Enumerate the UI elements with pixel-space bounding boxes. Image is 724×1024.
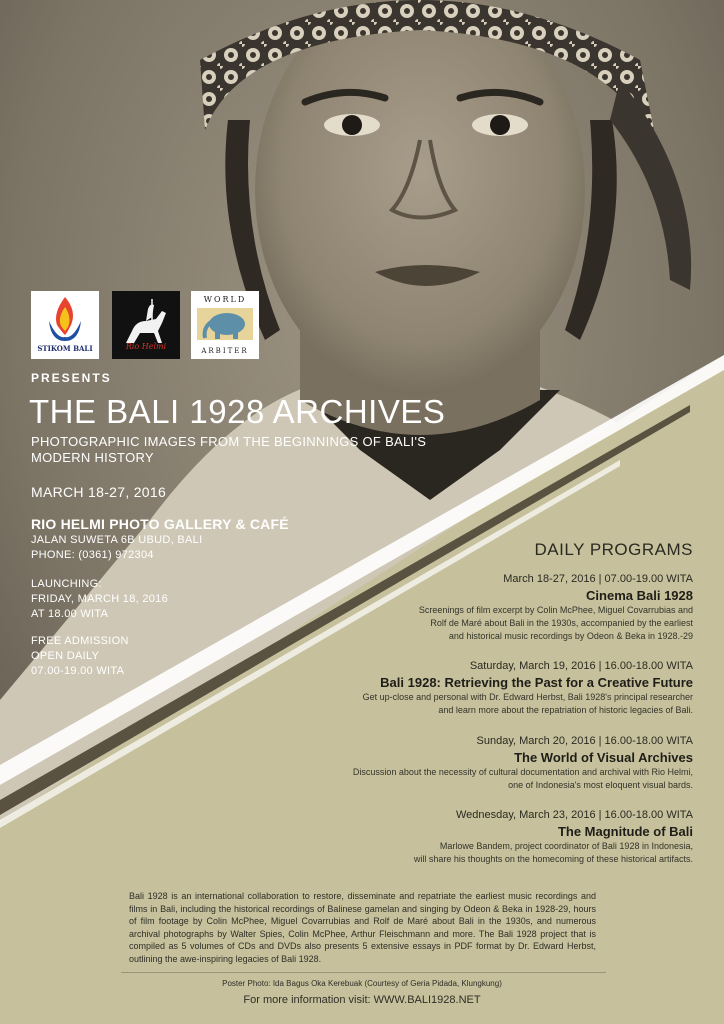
world-arbiter-label-top: WORLD bbox=[203, 295, 247, 304]
program-desc-line: Screenings of film excerpt by Colin McPhee, Miguel Covarrubias and bbox=[418, 605, 693, 615]
program-date: Wednesday, March 23, 2016 | 16.00-18.00 WITA bbox=[455, 809, 693, 821]
address-line: JALAN SUWETA 6B UBUD, BALI bbox=[31, 534, 203, 546]
world-arbiter-logo bbox=[191, 291, 259, 359]
admission-info bbox=[31, 634, 129, 679]
world-arbiter-label-bottom: ARBITER bbox=[201, 347, 249, 355]
program-desc-line: Marlowe Bandem, project coordinator of Bali 1928 in Indonesia, bbox=[439, 841, 693, 851]
program-date: March 18-27, 2016 | 07.00-19.00 WITA bbox=[503, 573, 693, 585]
admission-line: OPEN DAILY bbox=[31, 650, 100, 662]
subtitle-line: MODERN HISTORY bbox=[31, 450, 154, 465]
exhibition-dates: MARCH 18-27, 2016 bbox=[31, 484, 167, 500]
program-item bbox=[273, 659, 693, 717]
program-desc-line: Rolf de Maré about Bali in the 1930s, accompanied by the earliest bbox=[430, 618, 693, 628]
program-item bbox=[273, 808, 693, 866]
stikom-bali-logo bbox=[31, 291, 99, 359]
program-desc-line: Get up-close and personal with Dr. Edward Herbst, Bali 1928's principal researcher bbox=[362, 692, 693, 702]
program-name: The World of Visual Archives bbox=[514, 750, 693, 765]
program-item bbox=[273, 734, 693, 792]
program-desc-line: and learn more about the repatriation of historic legacies of Bali. bbox=[438, 705, 693, 715]
about-paragraph: Bali 1928 is an international collaboration to restore, disseminate and repatriate the earliest music recordings and films in Bali, including the historical recordings of Balinese gamelan and singing by Odeon & Beka in 1928-29, hours of film footage by Colin McPhee, Miguel Covarrubias and Rolf de Maré about Bali in the 1930s, and numerous archival photographs by Walter Spies, Colin McPhee, Arthur Fleischmann and more. The Bali 1928 project that is compiled as 5 volumes of CDs and DVDs also presents 5 extensive essays in PDF format by Dr. Edward Herbst, outlining the awe-inspiring legacies of Bali 1928. bbox=[129, 891, 596, 964]
program-name: The Magnitude of Bali bbox=[557, 824, 693, 839]
flame-icon bbox=[31, 291, 99, 343]
program-desc-line: and historical music recordings by Odeon & Beka in 1928.-29 bbox=[448, 631, 693, 641]
phone-line: PHONE: (0361) 972304 bbox=[31, 549, 154, 561]
program-desc-line: Discussion about the necessity of cultural documentation and archival with Rio Helmi, bbox=[352, 767, 693, 777]
presents-label: PRESENTS bbox=[31, 371, 112, 385]
venue-address bbox=[31, 533, 202, 563]
program-item bbox=[273, 572, 693, 643]
program-date: Sunday, March 20, 2016 | 16.00-18.00 WITA bbox=[476, 735, 693, 747]
launching-line: FRIDAY, MARCH 18, 2016 bbox=[31, 593, 169, 605]
rio-helmi-logo-label: Rio Helmi bbox=[125, 342, 167, 351]
more-info-link[interactable]: For more information visit: WWW.BALI1928.NET bbox=[243, 994, 481, 1006]
elephant-icon bbox=[197, 308, 253, 340]
launching-info bbox=[31, 577, 168, 622]
rio-helmi-logo bbox=[112, 291, 180, 359]
photo-credit: Poster Photo: Ida Bagus Oka Kerebuak (Courtesy of Geria Pidada, Klungkung) bbox=[222, 979, 502, 988]
venue-name: RIO HELMI PHOTO GALLERY & CAFÉ bbox=[31, 516, 289, 532]
admission-line: FREE ADMISSION bbox=[31, 635, 129, 647]
subtitle-line: PHOTOGRAPHIC IMAGES FROM THE BEGINNINGS OF BALI'S bbox=[31, 434, 427, 449]
program-date: Saturday, March 19, 2016 | 16.00-18.00 WITA bbox=[469, 660, 693, 672]
program-desc-line: will share his thoughts on the homecoming of these historical artifacts. bbox=[413, 854, 693, 864]
program-name: Bali 1928: Retrieving the Past for a Creative Future bbox=[380, 675, 693, 690]
program-name: Cinema Bali 1928 bbox=[586, 588, 693, 603]
footer-divider bbox=[121, 972, 606, 973]
admission-line: 07.00-19.00 WITA bbox=[31, 665, 125, 677]
launching-line: AT 18.00 WITA bbox=[31, 608, 109, 620]
program-desc-line: one of Indonesia's most eloquent visual bards. bbox=[508, 780, 693, 790]
subtitle bbox=[31, 434, 501, 466]
page-title: THE BALI 1928 ARCHIVES bbox=[29, 393, 446, 430]
daily-programs-title: DAILY PROGRAMS bbox=[534, 540, 693, 559]
stikom-logo-label: STIKOM BALI bbox=[37, 344, 93, 353]
launching-line: LAUNCHING: bbox=[31, 578, 102, 590]
